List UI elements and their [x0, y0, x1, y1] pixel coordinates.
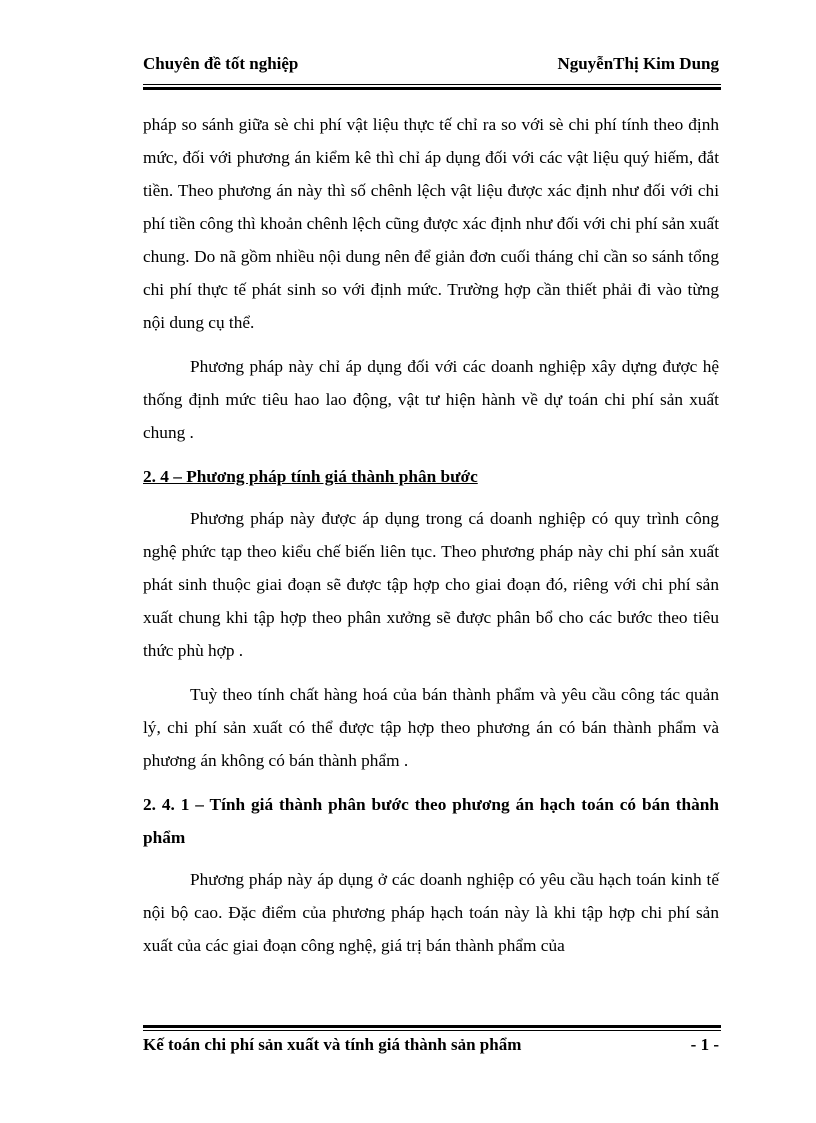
body-paragraph-5: Phương pháp này áp dụng ở các doanh nghiệp có yêu cầu hạch toán kinh tế nội bộ cao. Đặc điểm của phương pháp hạch toán này là khi tập hợp chi phí sản xuất của các giai đoạn công nghệ, giá trị bán thành phẩm của — [143, 870, 719, 955]
header-rule-thin — [143, 84, 721, 85]
header-document-type: Chuyên đề tốt nghiệp — [143, 54, 299, 73]
section-heading-2-4-1: 2. 4. 1 – Tính giá thành phân bước theo phương án hạch toán có bán thành phẩm — [143, 795, 719, 847]
body-paragraph-2: Phương pháp này chỉ áp dụng đối với các doanh nghiệp xây dựng được hệ thống định mức tiêu hao lao động, vật tư hiện hành về dự toán chi phí sản xuất chung . — [143, 357, 719, 442]
body-paragraph-4: Tuỳ theo tính chất hàng hoá của bán thành phẩm và yêu cầu công tác quản lý, chi phí sản xuất có thể được tập hợp theo phương án có bán thành phẩm và phương án không có bán thành phẩm . — [143, 685, 719, 770]
body-paragraph-1: pháp so sánh giữa sè chi phí vật liệu thực tế chỉ ra so với sè chi phí tính theo định mức, đối với phương án kiểm kê thì chỉ áp dụng đối với các vật liệu quý hiếm, đắt tiền. Theo phương án này thì số chênh lệch vật liệu được xác định như đối với chi phí tiền công thì khoản chênh lệch cũng được xác định như đối với chi phí sản xuất chung. Do nã gồm nhiều nội dung nên để giản đơn cuối tháng chỉ cần so sánh tổng chi phí thực tế phát sinh so với định mức. Trường hợp cần thiết phải đi vào từng nội dung cụ thể. — [143, 115, 719, 332]
footer-document-title: Kế toán chi phí sản xuất và tính giá thành sản phẩm — [143, 1035, 522, 1054]
footer-rule-thick — [143, 1025, 721, 1028]
header-author-name: NguyễnThị Kim Dung — [557, 54, 719, 73]
footer-page-number: - 1 - — [690, 1035, 719, 1054]
page-header — [143, 52, 719, 78]
page-footer — [143, 1033, 719, 1059]
section-heading-2-4 — [143, 460, 719, 493]
section-heading-2-4-text: 2. 4 – Phương pháp tính giá thành phân bước — [143, 467, 478, 486]
page-body — [143, 108, 719, 973]
header-rule-thick — [143, 87, 721, 90]
footer-rule-thin — [143, 1030, 721, 1031]
body-paragraph-3: Phương pháp này được áp dụng trong cá doanh nghiệp có quy trình công nghệ phức tạp theo kiểu chế biến liên tục. Theo phương pháp này chi phí sản xuất phát sinh thuộc giai đoạn sẽ được tập hợp cho giai đoạn đó, riêng với chi phí sản xuất chung khi tập hợp theo phân xưởng sẽ được phân bổ cho các bước theo tiêu thức phù hợp . — [143, 509, 719, 660]
